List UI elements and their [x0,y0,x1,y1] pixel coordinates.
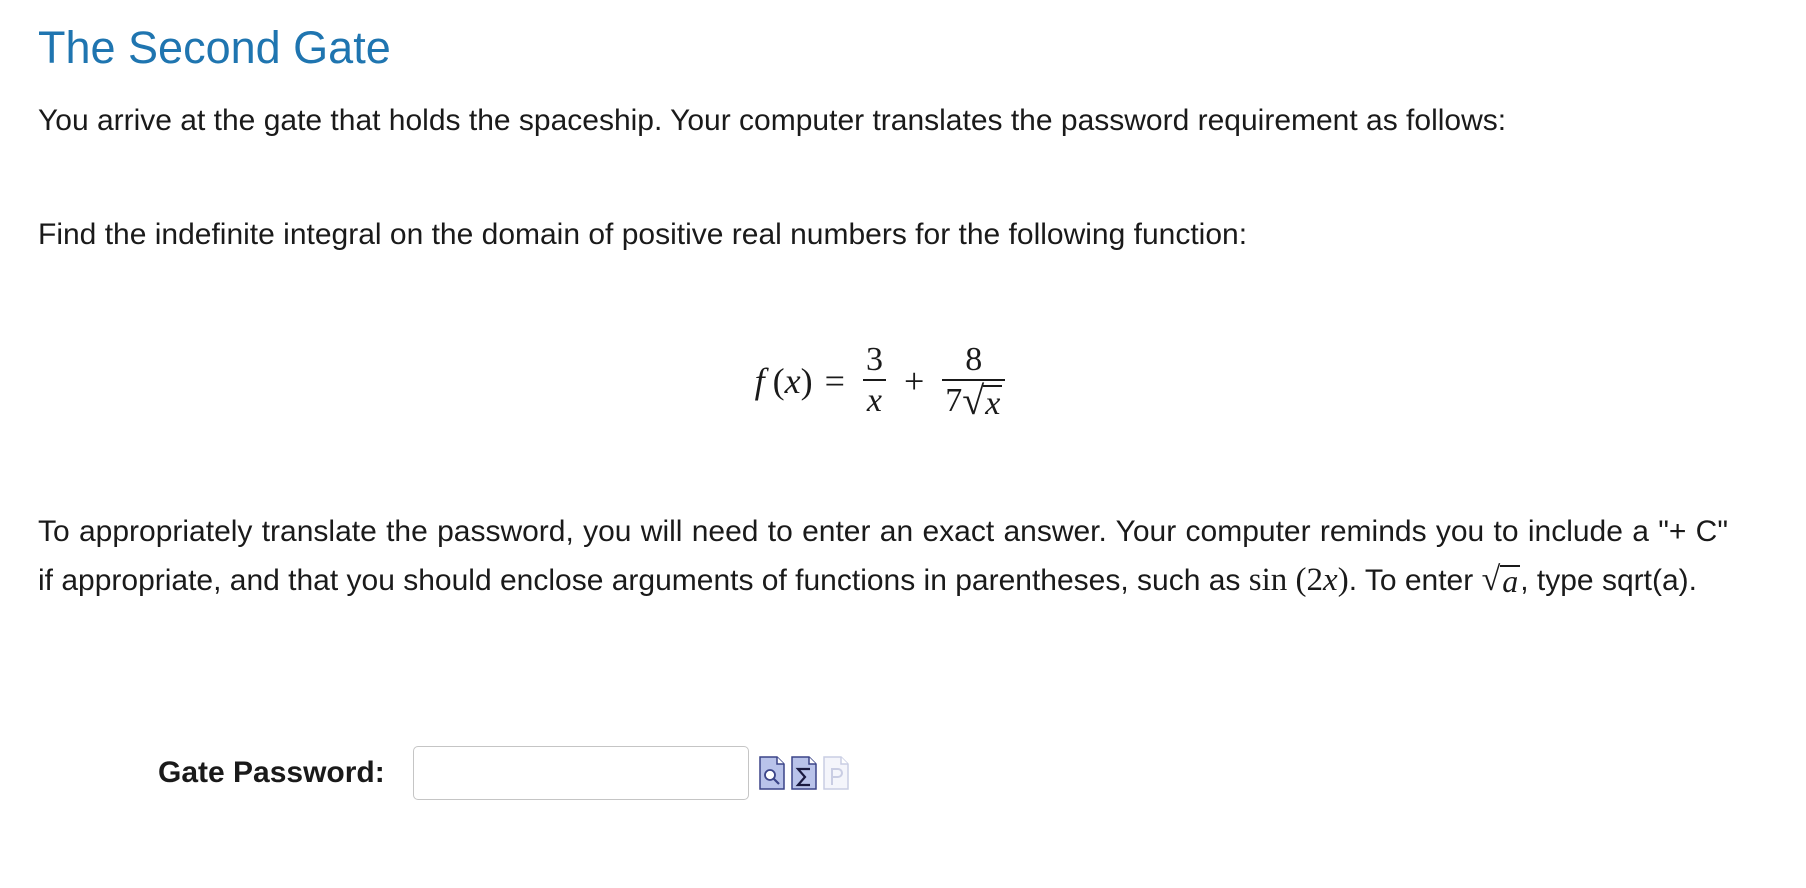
page-title: The Second Gate [38,22,391,73]
fraction2-denominator [942,377,1005,423]
instructions-part2: . To enter [1348,564,1482,597]
formula-plus: + [903,360,925,401]
instructions-part3: , type sqrt(a). [1520,564,1697,597]
fraction1-denominator: x [866,381,883,419]
radical-sign-icon: √ [1481,561,1501,598]
gate-password-label: Gate Password: [158,756,385,789]
preview-icon[interactable] [759,756,785,790]
prompt-paragraph: Find the indefinite integral on the domain of positive real numbers for the following function: [38,218,1248,251]
example-sqrt-a [1481,561,1521,599]
radical-sign-icon: √ [962,377,985,423]
formula-function-arg: (x) [772,360,813,401]
fraction2-numerator: 8 [965,340,983,378]
fraction1-numerator: 3 [865,340,883,378]
answer-tools [759,756,849,790]
function-formula [38,333,1728,428]
equation-editor-icon[interactable] [791,756,817,790]
sqrt-radicand: x [985,384,1001,422]
instructions-paragraph [38,507,1728,605]
instructions-part1: To appropriately translate the password, you will need to enter an exact answer. Your computer reminds you to include a "+ C" if appropriate, and that you should enclose arguments of functions in parentheses, such as [38,515,1728,597]
fraction-eight-over-seven-sqrt-x [942,341,1005,421]
example-arg-var: x [1323,562,1338,598]
intro-paragraph: You arrive at the gate that holds the spaceship. Your computer translates the password requirement as follows: [38,104,1507,137]
formula-palette-icon[interactable] [823,756,849,790]
formula-equals: = [824,360,845,401]
example-arg-open: (2 [1295,562,1324,598]
fraction2-coefficient: 7 [945,381,963,419]
formula-function-name: f [754,360,765,401]
answer-row [158,744,849,802]
example-sqrt-radicand: a [1502,563,1519,599]
example-arg-close: ) [1337,562,1349,598]
gate-password-input[interactable] [413,746,749,800]
example-sin [1249,562,1349,598]
example-func-name: sin [1248,562,1288,598]
fraction-three-over-x [863,341,886,421]
sqrt-x [962,377,1002,423]
